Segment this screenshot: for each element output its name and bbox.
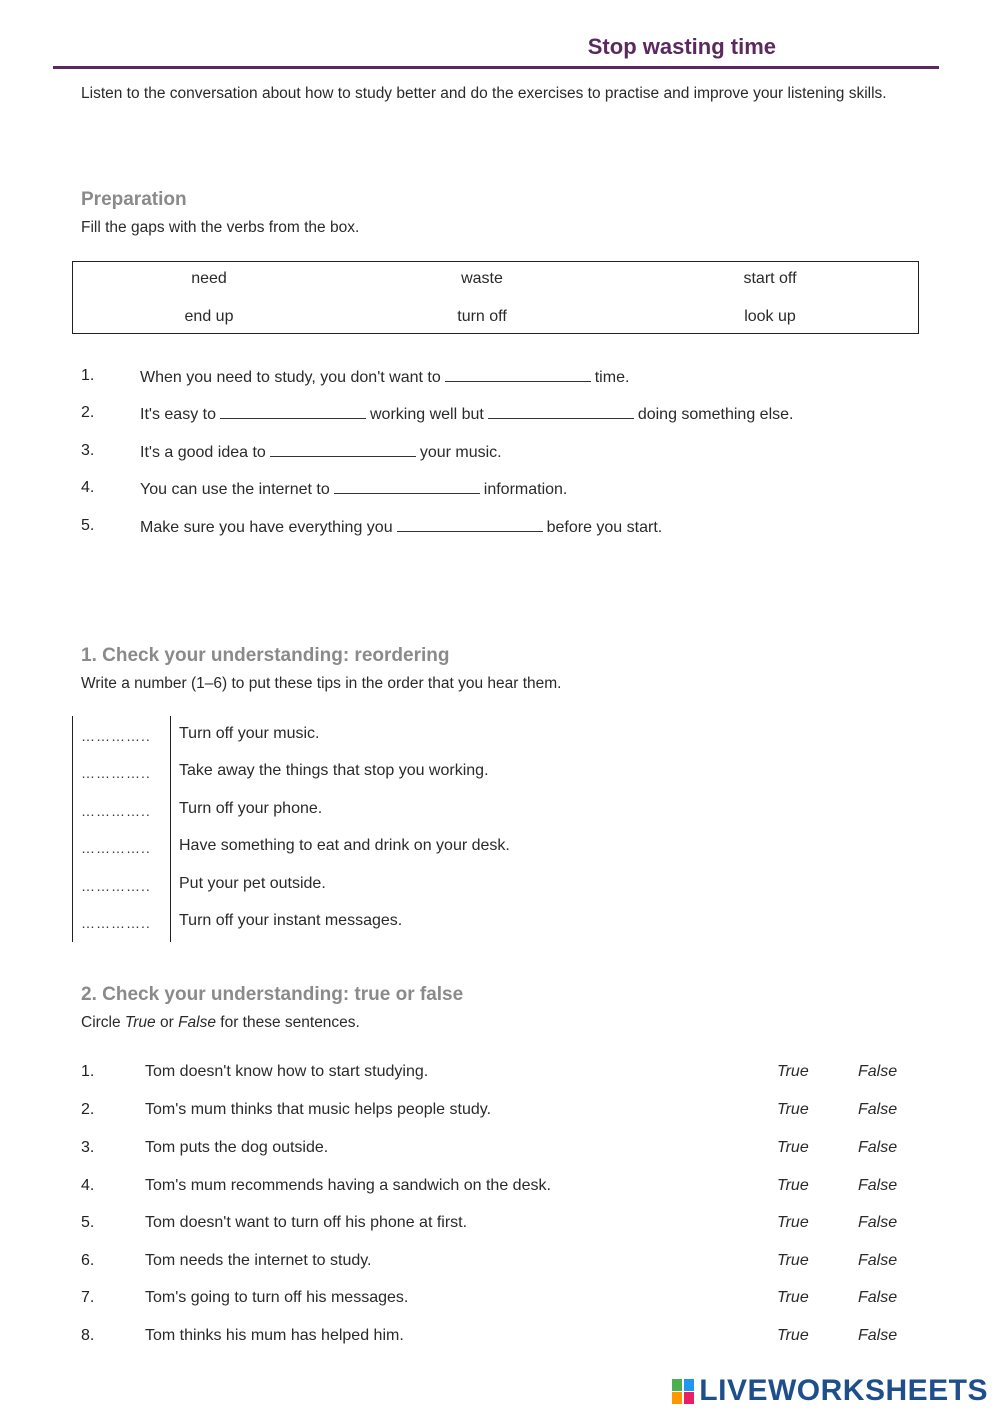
verb-item: waste bbox=[461, 270, 503, 287]
tip-text: Have something to eat and drink on your desk. bbox=[179, 837, 510, 854]
gap-item bbox=[140, 517, 662, 537]
order-input[interactable]: ………….. bbox=[81, 915, 151, 931]
answer-blank[interactable] bbox=[334, 479, 480, 494]
tip-text: Take away the things that stop you working. bbox=[179, 762, 489, 779]
false-option[interactable]: False bbox=[858, 1177, 898, 1194]
tf-statement: Tom puts the dog outside. bbox=[145, 1139, 329, 1156]
verb-item: turn off bbox=[457, 308, 507, 325]
intro-text: Listen to the conversation about how to study better and do the exercises to practise and improve your listening skills. bbox=[81, 85, 887, 102]
tf-number: 8. bbox=[81, 1327, 95, 1344]
false-option[interactable]: False bbox=[858, 1063, 898, 1080]
preparation-heading: Preparation bbox=[81, 189, 187, 210]
true-option[interactable]: True bbox=[777, 1214, 809, 1231]
gap-item bbox=[140, 367, 629, 387]
gap-item-number: 4. bbox=[81, 479, 95, 496]
order-input[interactable]: ………….. bbox=[81, 803, 151, 819]
instr-part: Circle bbox=[81, 1014, 125, 1031]
instr-false: False bbox=[178, 1014, 216, 1031]
tf-number: 2. bbox=[81, 1101, 95, 1118]
tf-statement: Tom doesn't want to turn off his phone at first. bbox=[145, 1214, 468, 1231]
title-divider bbox=[53, 66, 939, 69]
answer-blank[interactable] bbox=[397, 517, 543, 532]
gap-text: It's easy to bbox=[140, 406, 216, 423]
true-option[interactable]: True bbox=[777, 1289, 809, 1306]
gap-item bbox=[140, 404, 793, 424]
page-title: Stop wasting time bbox=[587, 34, 776, 59]
tf-number: 4. bbox=[81, 1177, 95, 1194]
tf-statement: Tom thinks his mum has helped him. bbox=[145, 1327, 404, 1344]
gap-item bbox=[140, 442, 502, 462]
gap-text: working well but bbox=[369, 406, 484, 423]
instr-part: or bbox=[155, 1014, 179, 1031]
gap-text: doing something else. bbox=[637, 406, 794, 423]
instr-true: True bbox=[124, 1014, 156, 1031]
order-input[interactable]: ………….. bbox=[81, 878, 151, 894]
gap-text: before you start. bbox=[546, 519, 663, 536]
gap-item-number: 1. bbox=[81, 367, 95, 384]
true-option[interactable]: True bbox=[777, 1139, 809, 1156]
tip-text: Put your pet outside. bbox=[179, 875, 326, 892]
order-input[interactable]: ………….. bbox=[81, 840, 151, 856]
reorder-instruction: Write a number (1–6) to put these tips in the order that you hear them. bbox=[81, 675, 562, 692]
gap-text: It's a good idea to bbox=[140, 444, 266, 461]
gap-text: You can use the internet to bbox=[140, 481, 330, 498]
true-option[interactable]: True bbox=[777, 1327, 809, 1344]
verb-item: look up bbox=[744, 308, 796, 325]
answer-blank[interactable] bbox=[488, 404, 634, 419]
gap-text: information. bbox=[483, 481, 568, 498]
logo-mark-icon bbox=[672, 1377, 696, 1405]
gap-item-number: 2. bbox=[81, 404, 95, 421]
gap-text: your music. bbox=[419, 444, 502, 461]
true-option[interactable]: True bbox=[777, 1063, 809, 1080]
answer-blank[interactable] bbox=[270, 442, 416, 457]
false-option[interactable]: False bbox=[858, 1252, 898, 1269]
tf-number: 7. bbox=[81, 1289, 95, 1306]
tf-number: 3. bbox=[81, 1139, 95, 1156]
gap-item bbox=[140, 479, 567, 499]
table-divider bbox=[170, 716, 171, 942]
tf-statement: Tom needs the internet to study. bbox=[145, 1252, 372, 1269]
false-option[interactable]: False bbox=[858, 1139, 898, 1156]
gap-text: time. bbox=[594, 369, 630, 386]
gap-text: When you need to study, you don't want to bbox=[140, 369, 441, 386]
instr-part: for these sentences. bbox=[215, 1014, 360, 1031]
liveworksheets-logo[interactable] bbox=[672, 1374, 988, 1408]
true-option[interactable]: True bbox=[777, 1252, 809, 1269]
false-option[interactable]: False bbox=[858, 1327, 898, 1344]
logo-text: LIVEWORKSHEETS bbox=[699, 1374, 988, 1407]
order-input[interactable]: ………….. bbox=[81, 765, 151, 781]
gap-item-number: 5. bbox=[81, 517, 95, 534]
tip-text: Turn off your instant messages. bbox=[179, 912, 403, 929]
tf-number: 1. bbox=[81, 1063, 95, 1080]
verb-item: start off bbox=[743, 270, 797, 287]
tf-number: 5. bbox=[81, 1214, 95, 1231]
reorder-heading: 1. Check your understanding: reordering bbox=[81, 645, 450, 666]
true-option[interactable]: True bbox=[777, 1101, 809, 1118]
answer-blank[interactable] bbox=[220, 404, 366, 419]
truefalse-heading: 2. Check your understanding: true or false bbox=[81, 984, 464, 1005]
false-option[interactable]: False bbox=[858, 1289, 898, 1306]
verb-item: need bbox=[191, 270, 227, 287]
table-border bbox=[72, 716, 73, 942]
truefalse-instruction bbox=[81, 1014, 360, 1032]
gap-text: Make sure you have everything you bbox=[140, 519, 393, 536]
tf-statement: Tom's going to turn off his messages. bbox=[145, 1289, 409, 1306]
order-input[interactable]: ………….. bbox=[81, 728, 151, 744]
verb-item: end up bbox=[184, 308, 234, 325]
verb-box bbox=[72, 261, 919, 334]
preparation-instruction: Fill the gaps with the verbs from the box. bbox=[81, 219, 360, 236]
gap-item-number: 3. bbox=[81, 442, 95, 459]
tf-number: 6. bbox=[81, 1252, 95, 1269]
true-option[interactable]: True bbox=[777, 1177, 809, 1194]
tip-text: Turn off your phone. bbox=[179, 800, 323, 817]
false-option[interactable]: False bbox=[858, 1101, 898, 1118]
tf-statement: Tom's mum recommends having a sandwich on the desk. bbox=[145, 1177, 551, 1194]
tf-statement: Tom's mum thinks that music helps people study. bbox=[145, 1101, 492, 1118]
tf-statement: Tom doesn't know how to start studying. bbox=[145, 1063, 429, 1080]
tip-text: Turn off your music. bbox=[179, 725, 320, 742]
false-option[interactable]: False bbox=[858, 1214, 898, 1231]
answer-blank[interactable] bbox=[445, 367, 591, 382]
